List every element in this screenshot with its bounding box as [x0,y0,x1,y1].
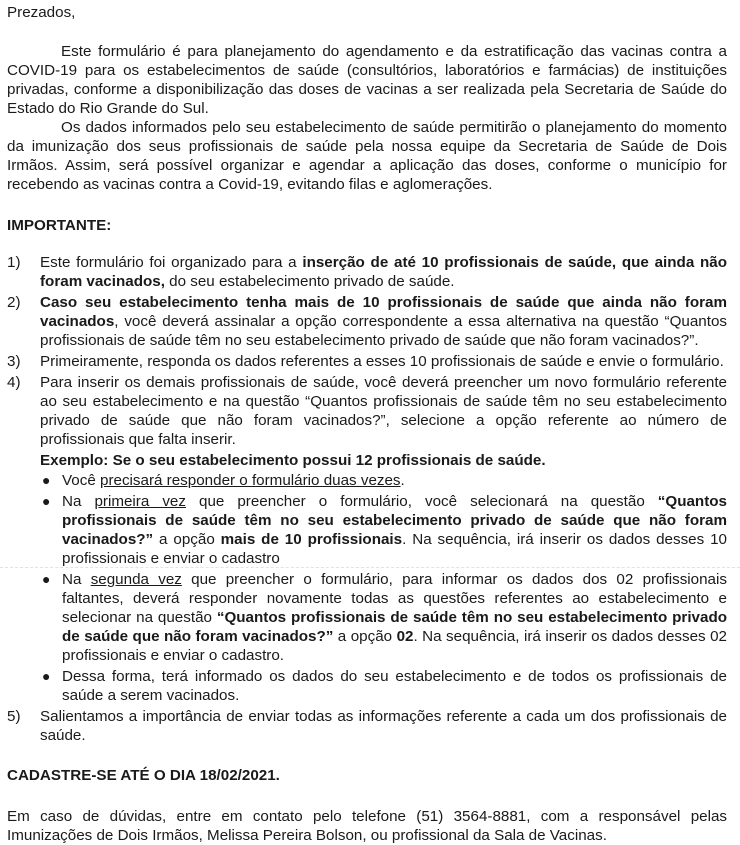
bullet-text: que preencher o formulário, para informar os dados dos 02 profissionais faltantes, deverá responder novamente todas as questões referentes ao estabelecimento e selecionar na questão [62,571,727,626]
contact-paragraph: Em caso de dúvidas, entre em contato pelo telefone (51) 3564-8881, com a responsável pelas Imunizações de Dois Irmãos, Melissa Pereira Bolson, ou profissional da Sala de Vacinas. [7,808,727,844]
item-text: Primeiramente, responda os dados referentes a esses 10 profissionais de saúde e envie o formulário. [40,353,724,370]
list-item-3 [7,352,727,371]
list-item-4 [7,373,727,705]
item-number: 1) [7,254,21,271]
item-text: , você deverá assinalar a opção correspondente a essa alternativa na questão “Quantos profissionais de saúde têm no seu estabelecimento privado de saúde que não foram vacinados?”. [40,313,727,349]
list-item-1 [7,253,727,291]
item-number: 3) [7,353,21,370]
bullet-text: que preencher o formulário, você selecionará na questão [185,493,658,510]
bullet-text: Na [62,571,91,588]
underlined-text: primeira vez [94,493,186,510]
underlined-text: precisará responder o formulário duas vezes [100,472,401,489]
deadline-notice: CADASTRE-SE ATÉ O DIA 18/02/2021. [7,767,280,784]
item-number: 2) [7,294,21,311]
item-number: 4) [7,374,21,391]
bullet-text: a opção [333,628,397,645]
intro-paragraph: Este formulário é para planejamento do agendamento e da estratificação das vacinas contra a COVID-19 para os estabelecimentos de saúde (consultórios, laboratórios e farmácias) de instituições privadas, conforme a disponibilização das doses de vacinas a ser realizada pela Secretaria de Saúde do Estado do Rio Grande do Sul. [7,43,727,117]
bullet-item-3 [40,570,727,665]
underlined-text: segunda vez [90,571,182,588]
list-item-5 [7,707,727,745]
bullet-text: Você [62,472,100,489]
bullet-icon: ● [42,472,51,488]
item-number: 5) [7,708,21,725]
bold-option: 02 [396,628,414,645]
item-text: do seu estabelecimento privado de saúde. [164,273,455,290]
bullet-item-2 [40,492,727,568]
bullet-icon: ● [42,571,51,587]
bold-option: mais de 10 profissionais [220,531,403,548]
greeting: Prezados, [7,4,76,21]
page-fold-divider [0,567,740,568]
bullet-text: . [400,472,405,489]
bullet-text: . Na sequência, irá inserir os dados desses 10 profissionais e enviar o cadastro [62,531,727,567]
bullet-text: Dessa forma, terá informado os dados do seu estabelecimento e de todos os profissionais de saúde a serem vacinados. [62,668,727,704]
item-text: Este formulário foi organizado para a [40,254,303,271]
example-heading: Exemplo: Se o seu estabelecimento possui 12 profissionais de saúde. [40,452,546,469]
item-text: Para inserir os demais profissionais de saúde, você deverá preencher um novo formulário referente ao seu estabelecimento e na questão “Quantos profissionais de saúde têm no seu estabelecimento privado de saúde que não foram vacinados?”, selecione a opção referente ao número de profissionais que falta inserir. [40,374,727,448]
example-bullets [40,471,727,705]
instructions-list [7,253,727,745]
bullet-item-4 [40,667,727,705]
planning-paragraph: Os dados informados pelo seu estabelecimento de saúde permitirão o planejamento do momento da imunização dos seus profissionais de saúde pela nossa equipe da Secretaria de Saúde de Dois Irmãos. Assim, será possível organizar e agendar a aplicação das doses, conforme o município for recebendo as vacinas contra a Covid-19, evitando filas e aglomerações. [7,119,727,193]
bullet-icon: ● [42,668,51,684]
item-text: Salientamos a importância de enviar todas as informações referente a cada um dos profissionais de saúde. [40,708,727,744]
bullet-text: . Na sequência, irá inserir os dados desses 02 profissionais e enviar o cadastro. [62,628,727,664]
bullet-item-1 [40,471,727,490]
bullet-text: a opção [153,531,221,548]
bullet-text: Na [62,493,95,510]
item-bold-text: Caso seu estabelecimento tenha mais de 10 profissionais de saúde que ainda não foram vacinados [40,294,727,330]
list-item-2 [7,293,727,350]
document-body [7,0,727,845]
bold-question: “Quantos profissionais de saúde têm no seu estabelecimento privado de saúde que não foram vacinados?” [62,493,727,548]
bullet-icon: ● [42,493,51,509]
item-bold-text: inserção de até 10 profissionais de saúde, que ainda não foram vacinados, [40,254,727,290]
important-heading: IMPORTANTE: [7,217,112,234]
bold-question: “Quantos profissionais de saúde têm no seu estabelecimento privado de saúde que não foram vacinados?” [62,609,727,645]
